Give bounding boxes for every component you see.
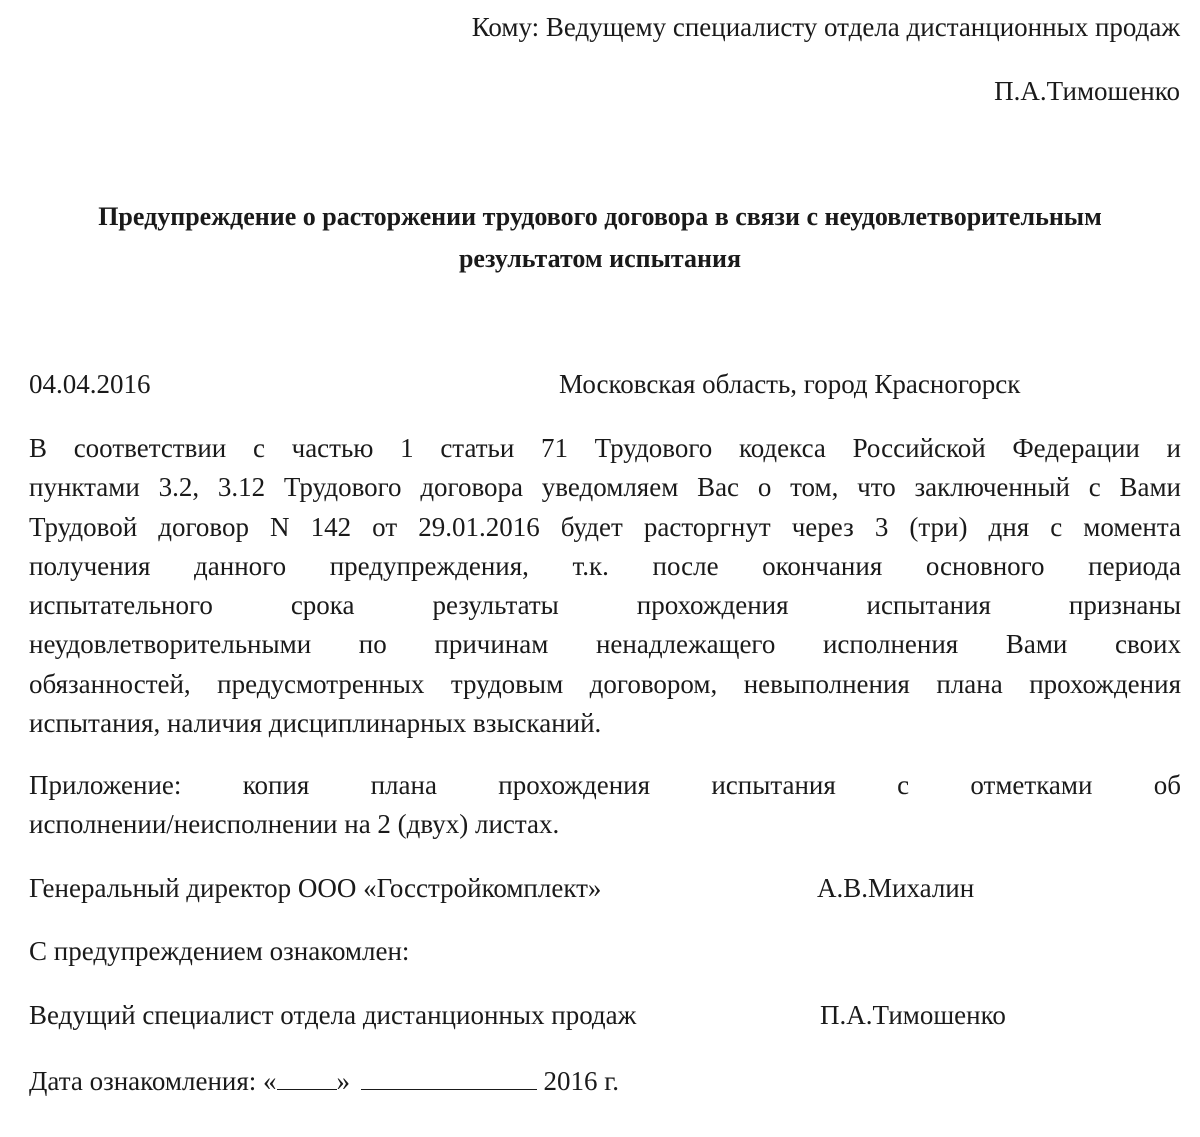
attachment-line: исполнении/неисполнении на 2 (двух) листах. <box>29 809 560 840</box>
acknowledgement-date-line <box>29 1067 619 1095</box>
date-middle: » <box>336 1066 351 1096</box>
day-blank-field[interactable] <box>277 1067 337 1090</box>
body-line: Трудовой договор N 142 от 29.01.2016 будет расторгнут через 3 (три) дня с момента <box>29 511 1181 542</box>
director-name: А.В.Михалин <box>817 873 975 903</box>
document-title-line-2: результатом испытания <box>458 244 742 273</box>
date-prefix: Дата ознакомления: « <box>29 1066 277 1096</box>
director-position: Генеральный директор ООО «Госстройкомплект» <box>29 873 602 903</box>
document-title <box>20 196 1180 280</box>
body-line: пунктами 3.2, 3.12 Трудового договора уведомляем Вас о том, что заключенный с Вами <box>29 472 1181 503</box>
body-line: обязанностей, предусмотренных трудовым договором, невыполнения плана прохождения <box>29 668 1181 699</box>
attachment-paragraph <box>29 766 1181 845</box>
date-suffix: 2016 г. <box>543 1066 620 1096</box>
addressee-name: П.А.Тимошенко <box>994 76 1180 106</box>
body-line: неудовлетворительными по причинам ненадлежащего исполнения Вами своих <box>29 629 1181 660</box>
addressee-line: Кому: Ведущему специалисту отдела дистанционных продаж <box>471 12 1180 42</box>
body-line: испытательного срока результаты прохождения испытания признаны <box>29 590 1181 621</box>
month-blank-field[interactable] <box>361 1067 537 1090</box>
employee-name: П.А.Тимошенко <box>820 1000 1006 1030</box>
document-place: Московская область, город Красногорск <box>559 369 1021 399</box>
attachment-line: Приложение: копия плана прохождения испытания с отметками об <box>29 770 1181 800</box>
document-title-line-1: Предупреждение о расторжении трудового договора в связи с неудовлетворительным <box>98 202 1102 231</box>
employee-position: Ведущий специалист отдела дистанционных продаж <box>29 1000 637 1030</box>
body-paragraph <box>29 429 1181 743</box>
document-date: 04.04.2016 <box>29 369 151 399</box>
body-line: получения данного предупреждения, т.к. после окончания основного периода <box>29 550 1181 581</box>
body-line: испытания, наличия дисциплинарных взысканий. <box>29 708 602 739</box>
acknowledgement-label: С предупреждением ознакомлен: <box>29 936 410 966</box>
body-line: В соответствии с частью 1 статьи 71 Трудового кодекса Российской Федерации и <box>29 433 1181 463</box>
